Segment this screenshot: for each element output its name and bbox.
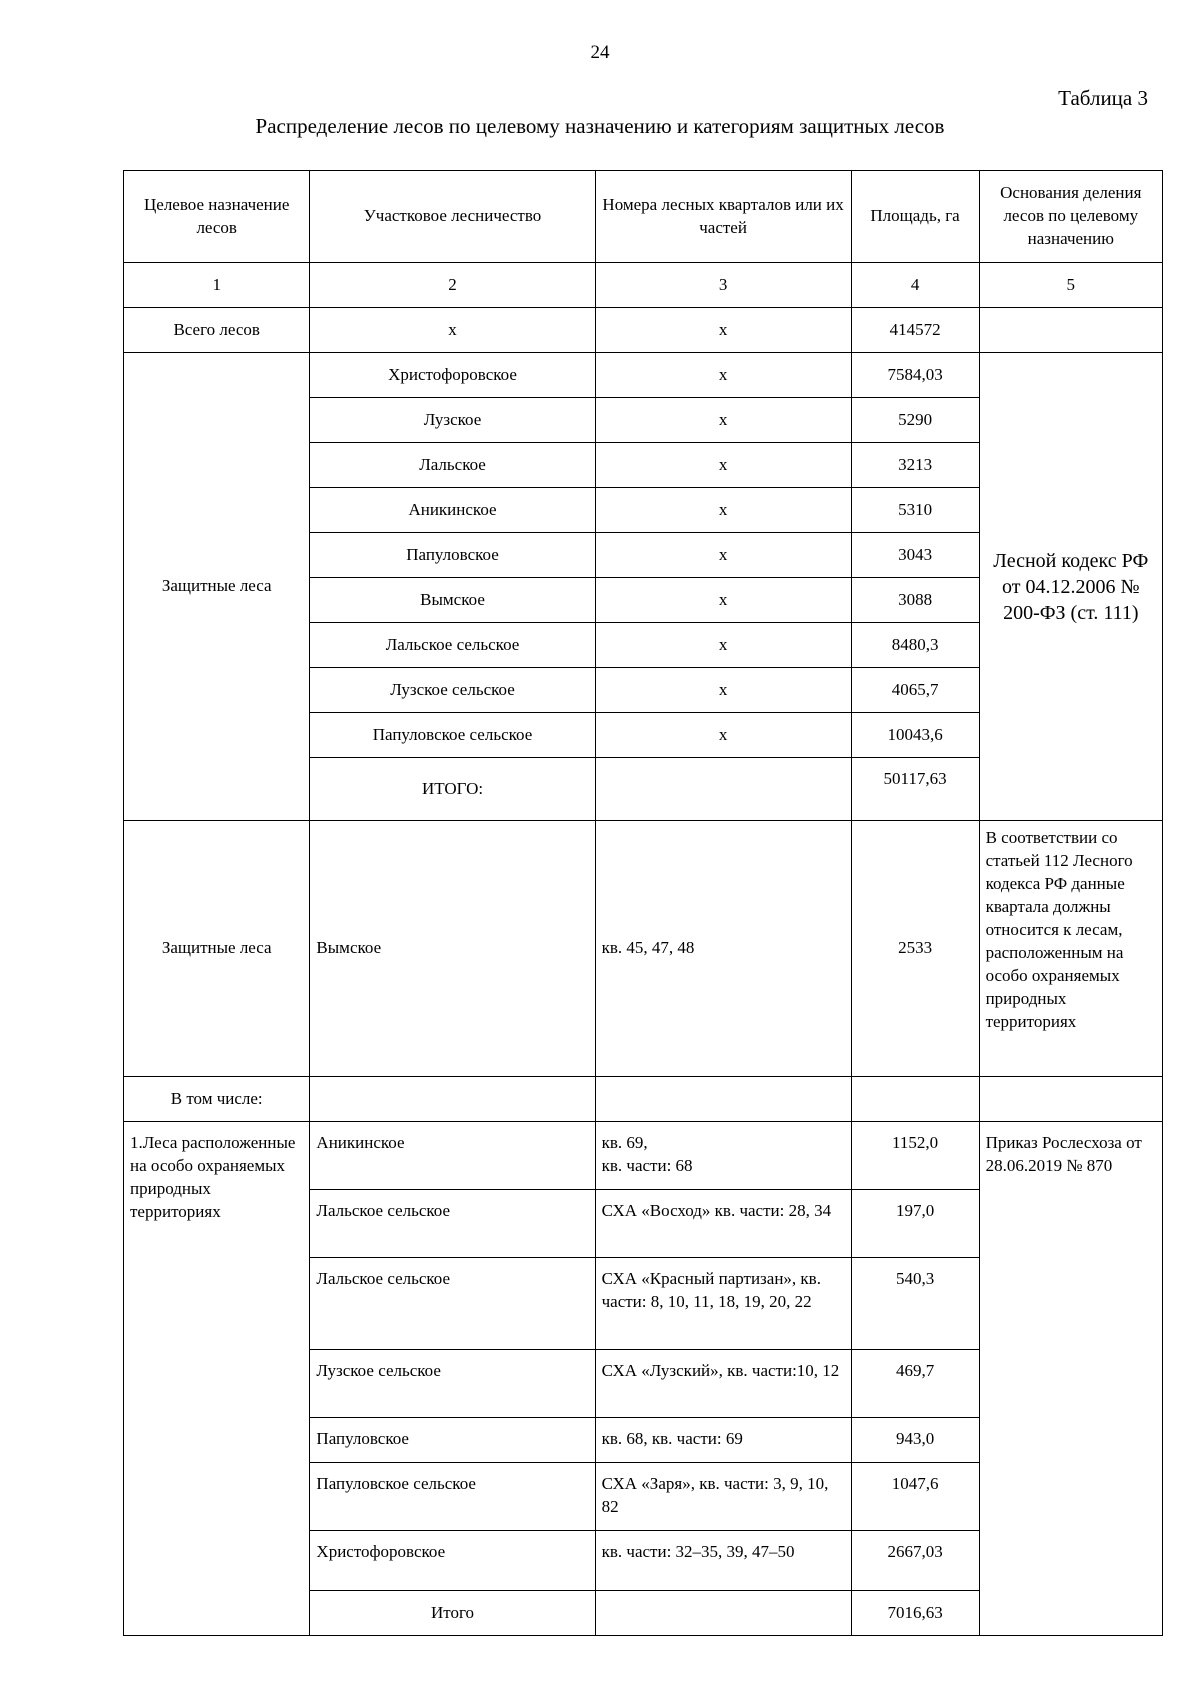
forest-distribution-table xyxy=(123,170,1163,1636)
forestry-cell: Лузское сельское xyxy=(310,668,595,713)
area-cell: 10043,6 xyxy=(851,713,979,758)
purpose-cell: Защитные леса xyxy=(124,353,310,821)
forestry-cell: х xyxy=(310,308,595,353)
forestry-cell xyxy=(310,1077,595,1122)
forestry-cell: Папуловское сельское xyxy=(310,1463,595,1531)
area-cell: 1047,6 xyxy=(851,1463,979,1531)
quarters-cell xyxy=(595,1077,851,1122)
header-row xyxy=(124,171,1163,263)
area-cell: 540,3 xyxy=(851,1258,979,1350)
header-cell: Целевое назначение лесов xyxy=(124,171,310,263)
purpose-cell: 1.Леса расположенные на особо охраняемых природных территориях xyxy=(124,1122,310,1636)
quarters-cell: х xyxy=(595,713,851,758)
forestry-cell: Христофоровское xyxy=(310,1531,595,1591)
area-cell: 3043 xyxy=(851,533,979,578)
purpose-cell: Защитные леса xyxy=(124,821,310,1077)
forestry-cell: Лальское сельское xyxy=(310,1190,595,1258)
forestry-cell: Лузское xyxy=(310,398,595,443)
area-cell: 3213 xyxy=(851,443,979,488)
forestry-cell: Папуловское xyxy=(310,533,595,578)
area-cell: 1152,0 xyxy=(851,1122,979,1190)
quarters-cell: х xyxy=(595,533,851,578)
area-cell: 3088 xyxy=(851,578,979,623)
header-cell: Площадь, га xyxy=(851,171,979,263)
area-cell: 2667,03 xyxy=(851,1531,979,1591)
column-number: 3 xyxy=(595,263,851,308)
including-row xyxy=(124,1077,1163,1122)
quarters-cell: х xyxy=(595,353,851,398)
forestry-cell: Вымское xyxy=(310,821,595,1077)
quarters-cell xyxy=(595,758,851,821)
quarters-cell: х xyxy=(595,398,851,443)
forestry-cell: Лузское сельское xyxy=(310,1350,595,1418)
header-cell: Основания деления лесов по целевому назначению xyxy=(979,171,1162,263)
area-cell: 2533 xyxy=(851,821,979,1077)
quarters-cell: х xyxy=(595,623,851,668)
quarters-cell: кв. 68, кв. части: 69 xyxy=(595,1418,851,1463)
page-number: 24 xyxy=(590,42,610,63)
area-cell: 7584,03 xyxy=(851,353,979,398)
area-cell: 5310 xyxy=(851,488,979,533)
quarters-cell: кв. части: 32–35, 39, 47–50 xyxy=(595,1531,851,1591)
header-cell: Номера лесных кварталов или их частей xyxy=(595,171,851,263)
basis-cell: В соответствии со статьей 112 Лесного кодекса РФ данные квартала должны относится к лесам, расположенным на особо охраняемых природных территориях xyxy=(979,821,1162,1077)
basis-cell xyxy=(979,308,1162,353)
column-number: 1 xyxy=(124,263,310,308)
forestry-cell: Вымское xyxy=(310,578,595,623)
area-cell: 4065,7 xyxy=(851,668,979,713)
table-row xyxy=(124,821,1163,1077)
column-number-row xyxy=(124,263,1163,308)
subtotal-label: Итого xyxy=(310,1591,595,1636)
table-row xyxy=(124,1122,1163,1190)
forestry-cell: Лальское xyxy=(310,443,595,488)
quarters-cell: кв. 45, 47, 48 xyxy=(595,821,851,1077)
quarters-cell: х xyxy=(595,488,851,533)
header-cell: Участковое лесничество xyxy=(310,171,595,263)
table-label: Таблица 3 xyxy=(1058,86,1148,110)
quarters-cell: х xyxy=(595,668,851,713)
quarters-cell: СХА «Лузский», кв. части:10, 12 xyxy=(595,1350,851,1418)
quarters-cell: СХА «Заря», кв. части: 3, 9, 10, 82 xyxy=(595,1463,851,1531)
area-cell xyxy=(851,1077,979,1122)
purpose-cell: Всего лесов xyxy=(124,308,310,353)
quarters-cell: х xyxy=(595,308,851,353)
basis-cell: Приказ Рослесхоза от 28.06.2019 № 870 xyxy=(979,1122,1162,1636)
subtotal-label: ИТОГО: xyxy=(310,758,595,821)
area-cell: 943,0 xyxy=(851,1418,979,1463)
forestry-cell: Папуловское xyxy=(310,1418,595,1463)
quarters-cell: кв. 69, кв. части: 68 xyxy=(595,1122,851,1190)
quarters-cell xyxy=(595,1591,851,1636)
area-cell: 5290 xyxy=(851,398,979,443)
quarters-cell: СХА «Красный партизан», кв. части: 8, 10, 11, 18, 19, 20, 22 xyxy=(595,1258,851,1350)
subtotal-area: 50117,63 xyxy=(851,758,979,821)
forestry-cell: Лальское сельское xyxy=(310,623,595,668)
column-number: 5 xyxy=(979,263,1162,308)
forestry-cell: Папуловское сельское xyxy=(310,713,595,758)
quarters-cell: СХА «Восход» кв. части: 28, 34 xyxy=(595,1190,851,1258)
area-cell: 8480,3 xyxy=(851,623,979,668)
basis-cell: Лесной кодекс РФ от 04.12.2006 № 200-ФЗ (ст. 111) xyxy=(979,353,1162,821)
area-cell: 414572 xyxy=(851,308,979,353)
forestry-cell: Аникинское xyxy=(310,488,595,533)
including-label: В том числе: xyxy=(124,1077,310,1122)
quarters-cell: х xyxy=(595,578,851,623)
forestry-cell: Аникинское xyxy=(310,1122,595,1190)
table-title: Распределение лесов по целевому назначению и категориям защитных лесов xyxy=(255,114,945,138)
forestry-cell: Христофоровское xyxy=(310,353,595,398)
area-cell: 197,0 xyxy=(851,1190,979,1258)
forestry-cell: Лальское сельское xyxy=(310,1258,595,1350)
quarters-cell: х xyxy=(595,443,851,488)
table-row xyxy=(124,353,1163,398)
total-forest-row xyxy=(124,308,1163,353)
subtotal-area: 7016,63 xyxy=(851,1591,979,1636)
column-number: 2 xyxy=(310,263,595,308)
basis-cell xyxy=(979,1077,1162,1122)
column-number: 4 xyxy=(851,263,979,308)
area-cell: 469,7 xyxy=(851,1350,979,1418)
